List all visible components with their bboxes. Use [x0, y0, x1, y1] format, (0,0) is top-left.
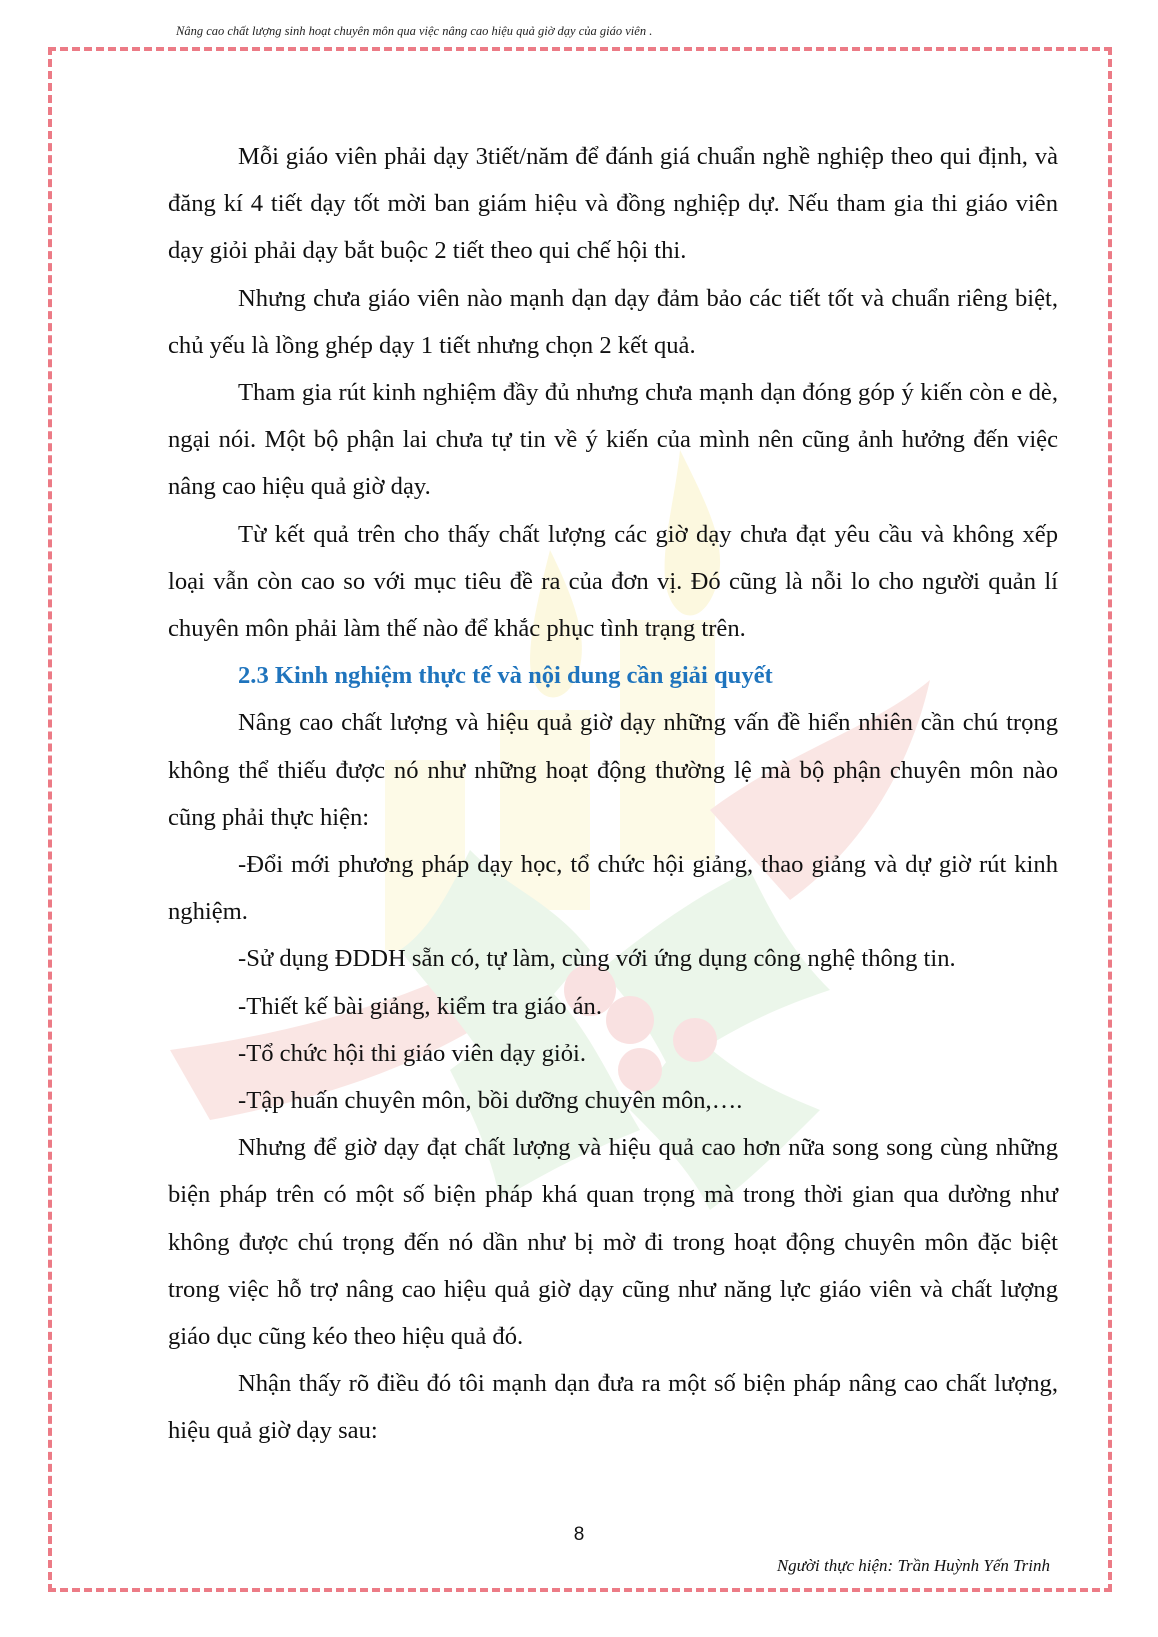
- page-number: 8: [573, 1524, 585, 1545]
- paragraph: Mỗi giáo viên phải dạy 3tiết/năm để đánh giá chuẩn nghề nghiệp theo qui định, và đăng kí 4 tiết dạy tốt mời ban giám hiệu và đồng nghiệp dự. Nếu tham gia thi giáo viên dạy giỏi phải dạy bắt buộc 2 tiết theo qui chế hội thi.: [168, 143, 1058, 265]
- list-item: -Đổi mới phương pháp dạy học, tổ chức hội giảng, thao giảng và dự giờ rút kinh nghiệm.: [168, 851, 1058, 926]
- paragraph: Từ kết quả trên cho thấy chất lượng các giờ dạy chưa đạt yêu cầu và không xếp loại vẫn còn cao so với mục tiêu đề ra của đơn vị. Đó cũng là nỗi lo cho người quản lí chuyên môn phải làm thế nào để khắc phục tình trạng trên.: [168, 520, 1058, 643]
- list-item: -Tập huấn chuyên môn, bồi dưỡng chuyên môn,….: [238, 1087, 743, 1115]
- list-item: -Thiết kế bài giảng, kiểm tra giáo án.: [238, 992, 602, 1020]
- list-item: -Tổ chức hội thi giáo viên dạy giỏi.: [238, 1039, 586, 1067]
- page-body: [168, 133, 1058, 1455]
- author-footer: Người thực hiện: Trần Huỳnh Yến Trinh: [776, 1556, 1050, 1575]
- paragraph: Nâng cao chất lượng và hiệu quả giờ dạy những vấn đề hiển nhiên cần chú trọng không thể thiếu được nó như những hoạt động thường lệ mà bộ phận chuyên môn nào cũng phải thực hiện:: [168, 709, 1058, 831]
- section-heading: 2.3 Kinh nghiệm thực tế và nội dung cần giải quyết: [238, 662, 773, 690]
- paragraph: Nhưng chưa giáo viên nào mạnh dạn dạy đảm bảo các tiết tốt và chuẩn riêng biệt, chủ yếu là lồng ghép dạy 1 tiết nhưng chọn 2 kết quả.: [168, 284, 1058, 359]
- paragraph: Nhận thấy rõ điều đó tôi mạnh dạn đưa ra một số biện pháp nâng cao chất lượng, hiệu quả giờ dạy sau:: [168, 1370, 1058, 1445]
- running-header: Nâng cao chất lượng sinh hoạt chuyên môn qua việc nâng cao hiệu quả giờ dạy của giáo viên .: [176, 24, 653, 38]
- paragraph: Tham gia rút kinh nghiệm đầy đủ nhưng chưa mạnh dạn đóng góp ý kiến còn e dè, ngại nói. Một bộ phận lai chưa tự tin về ý kiến của mình nên cũng ảnh hưởng đến việc nâng cao hiệu quả giờ dạy.: [168, 379, 1058, 501]
- list-item: -Sử dụng ĐDDH sẵn có, tự làm, cùng với ứng dụng công nghệ thông tin.: [238, 945, 956, 973]
- paragraph: Nhưng để giờ dạy đạt chất lượng và hiệu quả cao hơn nữa song song cùng những biện pháp trên có một số biện pháp khá quan trọng mà trong thời gian qua dường như không được chú trọng đến nó dần như bị mờ đi trong hoạt động chuyên môn đặc biệt trong việc hỗ trợ nâng cao hiệu quả giờ dạy cũng như năng lực giáo viên và chất lượng giáo dục cũng kéo theo hiệu quả đó.: [168, 1134, 1058, 1351]
